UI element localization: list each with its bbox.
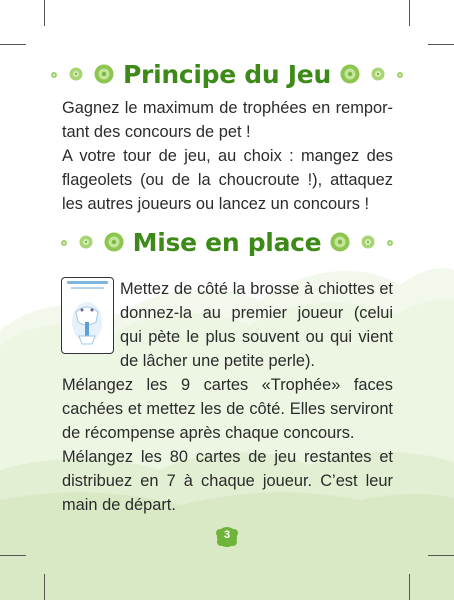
text-line: A votre tour de jeu, au choix : mangez des: [62, 147, 393, 165]
heading-row-mise-en-place: [0, 222, 454, 262]
text-line: main de départ.: [62, 496, 176, 514]
crop-mark: [44, 574, 45, 600]
card-title-bar: [67, 281, 108, 284]
page-number-badge: [215, 526, 239, 548]
decor-right: [336, 62, 406, 86]
crop-mark: [0, 555, 26, 556]
setup-paragraph: [62, 373, 393, 517]
flower-icon: [79, 236, 92, 249]
flower-icon: [362, 236, 375, 249]
setup-paragraph-beside-card: [120, 277, 393, 373]
trophy-card-image: [61, 277, 114, 354]
text-line: qui pète le plus souvent ou qui vient: [120, 328, 393, 346]
text-line: Mettez de côté la brosse à chiottes et: [120, 280, 393, 298]
intro-paragraph: [62, 96, 393, 216]
flower-icon: [371, 68, 384, 81]
cabbage-icon: [95, 65, 114, 84]
decor-left: [58, 230, 128, 254]
dot-icon: [51, 72, 57, 78]
dot-icon: [61, 240, 67, 246]
card-subtitle-bar: [71, 287, 104, 289]
text-line: tant des concours de pet !: [62, 123, 251, 141]
crop-mark: [409, 0, 410, 26]
flower-icon: [70, 68, 83, 81]
decor-left: [48, 62, 118, 86]
text-line: distribuez en 7 à chaque joueur. C’est leur: [62, 472, 393, 490]
crop-mark: [428, 44, 454, 45]
text-line: Gagnez le maximum de trophées en rempor-: [62, 99, 393, 117]
section-heading: Principe du Jeu: [123, 59, 331, 89]
crop-mark: [44, 0, 45, 26]
crop-mark: [428, 555, 454, 556]
section-heading: Mise en place: [132, 227, 322, 257]
text-line: cachées et mettez les de côté. Elles serviront: [62, 400, 393, 418]
dot-icon: [397, 72, 403, 78]
dot-icon: [387, 240, 393, 246]
text-line: les autres joueurs ou lancez un concours !: [62, 195, 370, 213]
crop-mark: [409, 574, 410, 600]
text-line: donnez-la au premier joueur (celui: [120, 304, 393, 322]
text-line: de lâcher une petite perle).: [120, 352, 315, 370]
text-line: Mélangez les 80 cartes de jeu restantes et: [62, 448, 393, 466]
cabbage-icon: [340, 65, 359, 84]
text-line: de récompense après chaque concours.: [62, 424, 355, 442]
text-line: flageolets (ou de la choucroute !), attaquez: [62, 171, 393, 189]
heading-row-principe: [0, 54, 454, 94]
page-number: 3: [223, 529, 231, 541]
text-line: Mélangez les 9 cartes «Trophée» faces: [62, 376, 393, 394]
trophy-icon: [62, 292, 112, 352]
decor-right: [326, 230, 396, 254]
cabbage-icon: [331, 233, 350, 252]
crop-mark: [0, 44, 26, 45]
cabbage-icon: [104, 233, 123, 252]
